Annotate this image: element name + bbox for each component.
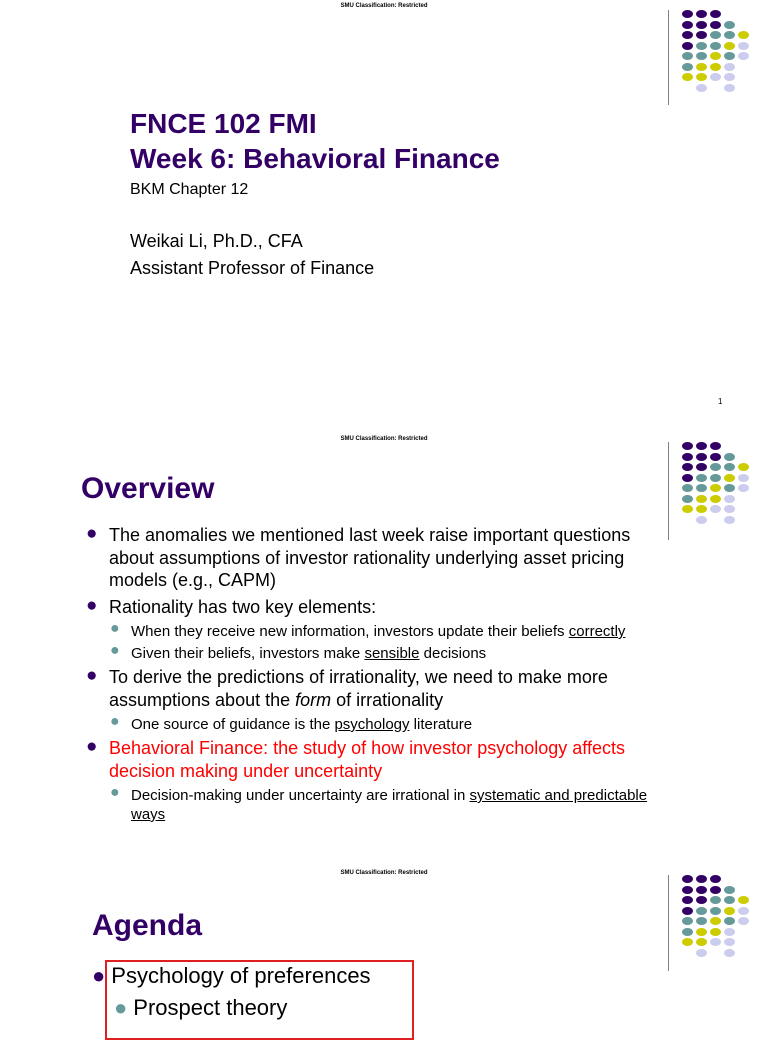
logo-dot: [710, 495, 721, 503]
divider-line: [668, 875, 669, 971]
logo-dot: [696, 463, 707, 471]
logo-dot: [710, 907, 721, 915]
slide-heading: Agenda: [92, 909, 203, 942]
logo-dot: [724, 896, 735, 904]
logo-dot: [724, 928, 735, 936]
logo-dot: [738, 463, 749, 471]
logo-dot: [682, 917, 693, 925]
logo-dot: [724, 73, 735, 81]
logo-dot: [682, 442, 693, 450]
author-name: Weikai Li, Ph.D., CFA: [130, 231, 303, 251]
logo-dot: [710, 505, 721, 513]
logo-dot: [696, 505, 707, 513]
logo-dot: [710, 463, 721, 471]
logo-dot: [710, 52, 721, 60]
logo-dot: [724, 63, 735, 71]
logo-dot: [724, 84, 735, 92]
logo-dot: [724, 52, 735, 60]
logo-dot: [710, 484, 721, 492]
logo-dot: [696, 896, 707, 904]
logo-dot: [682, 52, 693, 60]
logo-dot: [738, 31, 749, 39]
bullet-marker: ●: [86, 736, 98, 757]
dots-logo: [682, 875, 762, 965]
logo-dot: [696, 516, 707, 524]
logo-dot: [710, 63, 721, 71]
logo-dot: [738, 484, 749, 492]
sub-bullet-marker: ●: [110, 620, 120, 637]
sub-bullet-marker: ●: [114, 995, 128, 1020]
dots-logo: [682, 10, 762, 100]
logo-dot: [682, 886, 693, 894]
logo-dot: [682, 928, 693, 936]
logo-dot: [696, 52, 707, 60]
logo-dot: [710, 453, 721, 461]
logo-dot: [724, 516, 735, 524]
course-title: FNCE 102 FMI: [130, 108, 317, 139]
logo-dot: [682, 907, 693, 915]
bullet-marker: ●: [86, 523, 98, 544]
lecture-title: Week 6: Behavioral Finance: [130, 143, 500, 174]
logo-dot: [682, 73, 693, 81]
sub-bullet-item: ● Decision-making under uncertainty are irrational in systematic and predictable ways: [110, 784, 648, 823]
logo-dot: [696, 474, 707, 482]
logo-dot: [696, 917, 707, 925]
logo-dot: [682, 495, 693, 503]
logo-dot: [682, 21, 693, 29]
logo-dot: [696, 21, 707, 29]
logo-dot: [696, 495, 707, 503]
logo-dot: [710, 442, 721, 450]
sub-bullet-item: ● One source of guidance is the psychology literature: [110, 713, 473, 733]
logo-dot: [696, 938, 707, 946]
logo-dot: [738, 907, 749, 915]
logo-dot: [696, 442, 707, 450]
logo-dot: [710, 474, 721, 482]
logo-dot: [696, 928, 707, 936]
logo-dot: [696, 886, 707, 894]
author-position: Assistant Professor of Finance: [130, 258, 375, 278]
logo-dot: [724, 886, 735, 894]
logo-dot: [724, 474, 735, 482]
bullet-list: [86, 524, 676, 827]
logo-dot: [738, 917, 749, 925]
logo-dot: [724, 505, 735, 513]
logo-dot: [696, 453, 707, 461]
dots-logo: [682, 442, 762, 532]
logo-dot: [710, 917, 721, 925]
logo-dot: [682, 938, 693, 946]
logo-dot: [682, 31, 693, 39]
logo-dot: [710, 896, 721, 904]
logo-dot: [682, 875, 693, 883]
logo-dot: [682, 42, 693, 50]
logo-dot: [682, 896, 693, 904]
logo-dot: [724, 938, 735, 946]
logo-dot: [710, 928, 721, 936]
logo-dot: [682, 453, 693, 461]
logo-dot: [682, 505, 693, 513]
logo-dot: [738, 896, 749, 904]
logo-dot: [710, 42, 721, 50]
classification-label: SMU Classification: Restricted: [340, 436, 428, 442]
logo-dot: [696, 42, 707, 50]
logo-dot: [682, 463, 693, 471]
logo-dot: [682, 474, 693, 482]
logo-dot: [710, 10, 721, 18]
agenda-item: ● Psychology of preferences: [92, 963, 371, 988]
logo-dot: [696, 484, 707, 492]
logo-dot: [696, 31, 707, 39]
logo-dot: [682, 10, 693, 18]
slide-title: [0, 0, 768, 432]
logo-dot: [710, 21, 721, 29]
sub-bullet-item: ● Given their beliefs, investors make sensible decisions: [110, 642, 487, 662]
bullet-item: ● To derive the predictions of irrationality, we need to make more assumptions about the form of irrationality: [86, 665, 608, 710]
bullet-item-highlight: ● Behavioral Finance: the study of how investor psychology affects decision making under uncertainty: [86, 736, 625, 781]
bullet-item: ● Rationality has two key elements:: [86, 594, 377, 617]
slide-heading: Overview: [81, 472, 215, 505]
logo-dot: [738, 52, 749, 60]
logo-dot: [710, 886, 721, 894]
logo-dot: [710, 875, 721, 883]
logo-dot: [724, 463, 735, 471]
logo-dot: [696, 84, 707, 92]
logo-dot: [724, 21, 735, 29]
logo-dot: [682, 63, 693, 71]
logo-dot: [738, 42, 749, 50]
bullet-marker: ●: [86, 594, 98, 616]
logo-dot: [696, 10, 707, 18]
logo-dot: [696, 949, 707, 957]
page-number: 1: [718, 397, 723, 406]
logo-dot: [696, 907, 707, 915]
logo-dot: [696, 875, 707, 883]
sub-bullet-marker: ●: [110, 713, 120, 730]
logo-dot: [724, 453, 735, 461]
logo-dot: [724, 42, 735, 50]
logo-dot: [724, 949, 735, 957]
sub-bullet-item: ● When they receive new information, investors update their beliefs correctly: [110, 620, 626, 640]
logo-dot: [682, 484, 693, 492]
logo-dot: [724, 907, 735, 915]
logo-dot: [710, 938, 721, 946]
logo-dot: [738, 474, 749, 482]
bullet-marker: ●: [92, 963, 106, 988]
divider-line: [668, 10, 669, 105]
sub-bullet-marker: ●: [110, 784, 120, 801]
logo-dot: [696, 63, 707, 71]
agenda-subitem: ● Prospect theory: [114, 995, 288, 1020]
logo-dot: [724, 495, 735, 503]
sub-bullet-marker: ●: [110, 642, 120, 659]
classification-label: SMU Classification: Restricted: [340, 3, 428, 9]
logo-dot: [724, 484, 735, 492]
logo-dot: [724, 31, 735, 39]
logo-dot: [724, 917, 735, 925]
logo-dot: [710, 73, 721, 81]
bullet-item: ● The anomalies we mentioned last week raise important questions about assumptions of investor rationality underlying asset pricing models (e.g., CAPM): [86, 523, 631, 590]
chapter-label: BKM Chapter 12: [130, 181, 249, 198]
logo-dot: [710, 31, 721, 39]
logo-dot: [696, 73, 707, 81]
bullet-marker: ●: [86, 665, 98, 686]
classification-label: SMU Classification: Restricted: [340, 870, 428, 876]
